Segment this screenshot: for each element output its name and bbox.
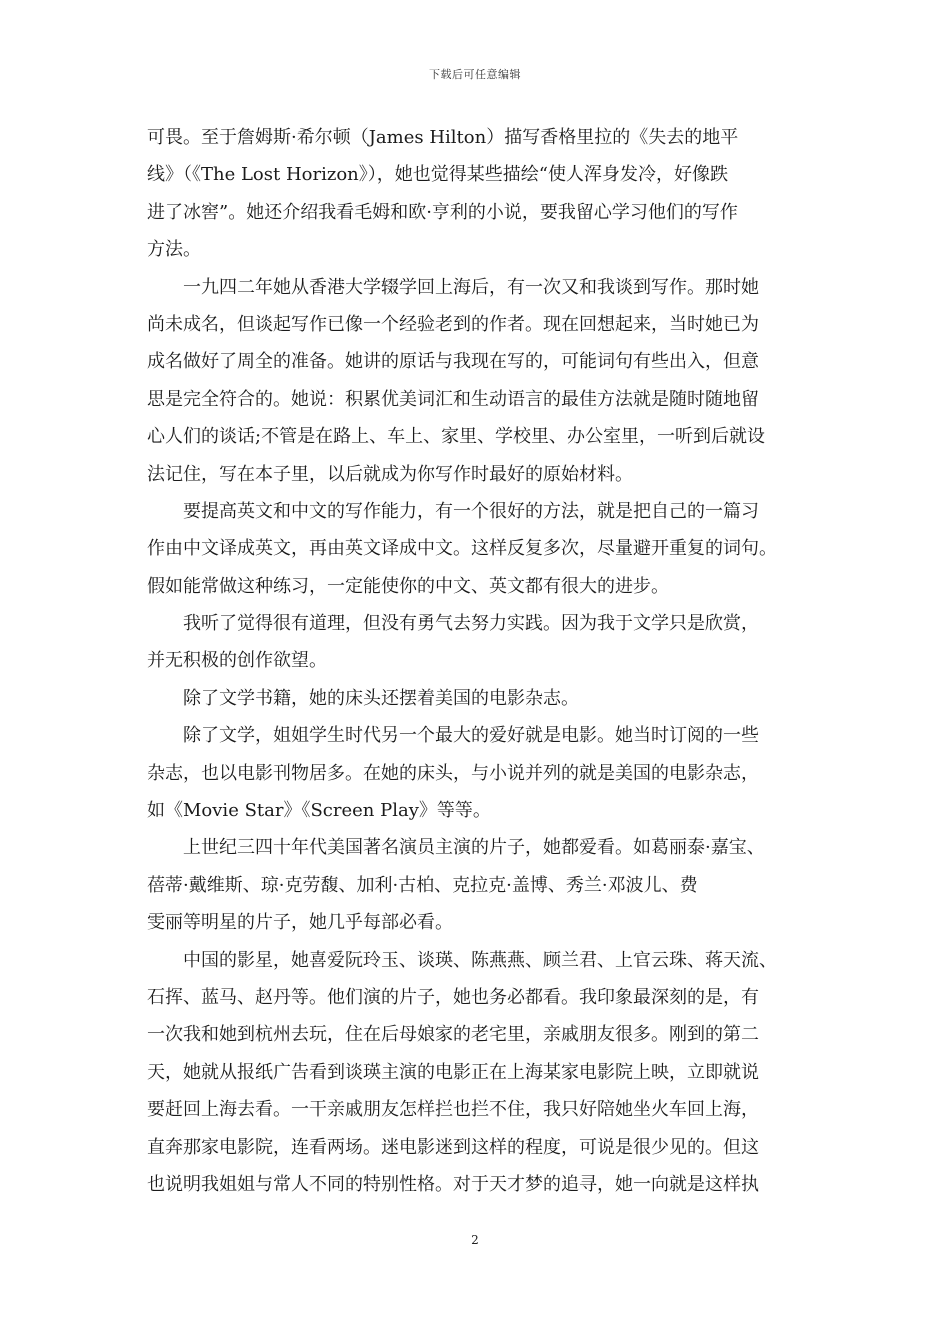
document-body: [147, 119, 807, 1203]
text-line: 也说明我姐姐与常人不同的特别性格。对于天才梦的追寻，她一向就是这样执: [147, 1173, 759, 1195]
text-line: 可畏。至于詹姆斯·希尔顿（James Hilton）描写香格里拉的《失去的地平: [147, 127, 739, 148]
text-line: 要赶回上海去看。一干亲戚朋友怎样拦也拦不住，我只好陪她坐火车回上海，: [147, 1099, 759, 1121]
text-line: 思是完全符合的。她说：积累优美词汇和生动语言的最佳方法就是随时随地留: [147, 388, 759, 410]
text-line: 上世纪三四十年代美国著名演员主演的片子，她都爱看。如葛丽泰·嘉宝、: [183, 837, 765, 859]
text-line: 除了文学书籍，她的床头还摆着美国的电影杂志。: [183, 687, 579, 709]
text-line: 中国的影星，她喜爱阮玲玉、谈瑛、陈燕燕、顾兰君、上官云珠、蒋天流、: [183, 949, 777, 971]
text-line: 并无积极的创作欲望。: [147, 650, 327, 672]
text-line: 雯丽等明星的片子，她几乎每部必看。: [147, 912, 453, 934]
paragraph: [147, 717, 807, 829]
text-line: 进了冰窖”。她还介绍我看毛姆和欧·亨利的小说，要我留心学习他们的写作: [147, 201, 738, 223]
text-line: 如《Movie Star》《Screen Play》等等。: [147, 800, 491, 822]
text-line: 天，她就从报纸广告看到谈瑛主演的电影正在上海某家电影院上映，立即就说: [147, 1061, 759, 1083]
paragraph: [147, 269, 807, 493]
paragraph: [147, 680, 807, 717]
page-header: 下载后可任意编辑: [429, 68, 521, 81]
text-line: 作由中文译成英文，再由英文译成中文。这样反复多次，尽量避开重复的词句。: [147, 538, 777, 560]
text-line: 蓓蒂·戴维斯、琼·克劳馥、加利·古柏、克拉克·盖博、秀兰·邓波儿、费: [147, 874, 698, 896]
paragraph: [147, 942, 807, 1204]
text-line: 方法。: [147, 239, 201, 261]
text-line: 心人们的谈话;不管是在路上、车上、家里、学校里、办公室里，一听到后就设: [147, 426, 766, 448]
text-line: 一九四二年她从香港大学辍学回上海后，有一次又和我谈到写作。那时她: [183, 276, 759, 298]
text-line: 直奔那家电影院，连看两场。迷电影迷到这样的程度，可说是很少见的。但这: [147, 1136, 759, 1158]
text-line: 一次我和她到杭州去玩，住在后母娘家的老宅里，亲戚朋友很多。刚到的第二: [147, 1024, 759, 1046]
text-line: 杂志，也以电影刊物居多。在她的床头，与小说并列的就是美国的电影杂志，: [147, 762, 759, 784]
paragraph: [147, 829, 807, 941]
text-line: 要提高英文和中文的写作能力，有一个很好的方法，就是把自己的一篇习: [183, 500, 759, 522]
page-number: 2: [471, 1233, 479, 1247]
text-line: 我听了觉得很有道理，但没有勇气去努力实践。因为我于文学只是欣赏，: [183, 613, 759, 635]
text-line: 线》（《The Lost Horizon》），她也觉得某些描绘“使人浑身发冷，好像跌: [147, 164, 728, 186]
paragraph: [147, 605, 807, 680]
paragraph: [147, 493, 807, 605]
text-line: 尚未成名，但谈起写作已像一个经验老到的作者。现在回想起来，当时她已为: [147, 313, 759, 335]
text-line: 除了文学，姐姐学生时代另一个最大的爱好就是电影。她当时订阅的一些: [183, 725, 759, 747]
text-line: 法记住，写在本子里，以后就成为你写作时最好的原始材料。: [147, 463, 633, 485]
paragraph: [147, 119, 807, 269]
text-line: 石挥、蓝马、赵丹等。他们演的片子，她也务必都看。我印象最深刻的是，有: [147, 986, 759, 1008]
text-line: 成名做好了周全的准备。她讲的原话与我现在写的，可能词句有些出入，但意: [147, 351, 759, 373]
text-line: 假如能常做这种练习，一定能使你的中文、英文都有很大的进步。: [147, 575, 669, 597]
